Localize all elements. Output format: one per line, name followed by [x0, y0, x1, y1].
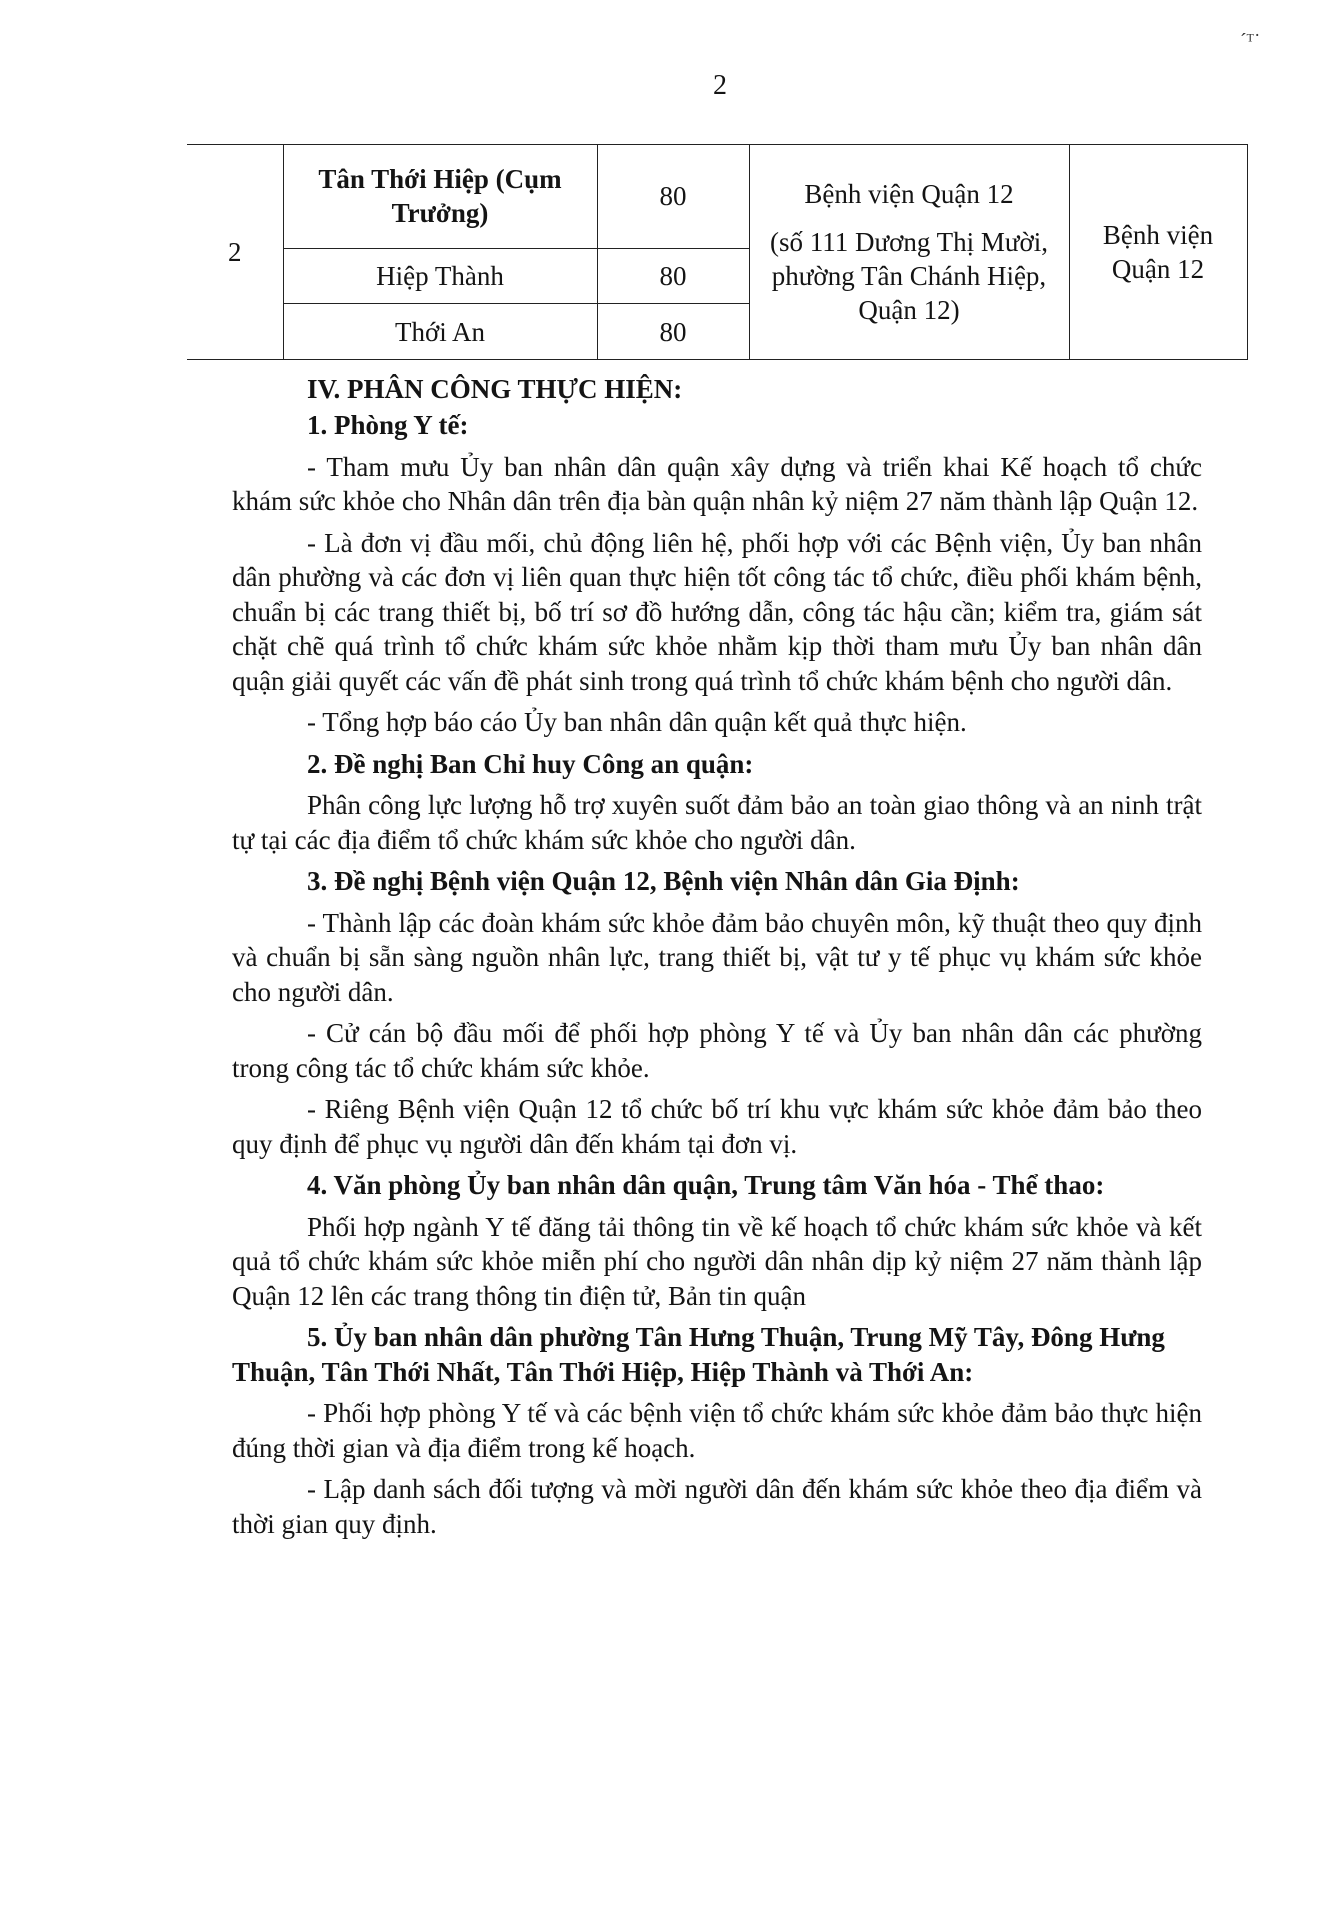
item-title: 2. Đề nghị Ban Chỉ huy Công an quận: — [307, 748, 754, 779]
table-cell-ward: Tân Thới Hiệp (Cụm Trưởng) — [283, 145, 597, 249]
table-cell-ward: Thới An — [283, 304, 597, 360]
table-cell-count: 80 — [597, 304, 749, 360]
paragraph: - Lập danh sách đối tượng và mời người dân đến khám sức khỏe theo địa điểm và thời gian quy định. — [232, 1474, 1202, 1539]
location-address: (số 111 Dương Thị Mười, phường Tân Chánh Hiệp, Quận 12) — [769, 227, 1049, 325]
table-cell-stt: 2 — [187, 145, 283, 360]
table-cell-count: 80 — [597, 145, 749, 249]
document-body — [232, 370, 1202, 1541]
table-cell-unit: Bệnh viện Quận 12 — [1069, 145, 1247, 360]
paragraph: - Tham mưu Ủy ban nhân dân quận xây dựng và triển khai Kế hoạch tổ chức khám sức khỏe cho Nhân dân trên địa bàn quận nhân kỷ niệm 27 năm thành lập Quận 12. — [232, 451, 1202, 516]
exam-schedule-table — [187, 144, 1248, 360]
item-title: 4. Văn phòng Ủy ban nhân dân quận, Trung tâm Văn hóa - Thể thao: — [307, 1170, 1105, 1200]
paragraph: - Phối hợp phòng Y tế và các bệnh viện tổ chức khám sức khỏe đảm bảo thực hiện đúng thời gian và địa điểm trong kế hoạch. — [232, 1398, 1202, 1463]
paragraph: - Tổng hợp báo cáo Ủy ban nhân dân quận kết quả thực hiện. — [307, 707, 967, 737]
item-title: 3. Đề nghị Bệnh viện Quận 12, Bệnh viện Nhân dân Gia Định: — [307, 866, 1020, 896]
scan-corner-mark: ´ᵀ˙ — [1240, 30, 1261, 52]
table-row — [187, 145, 1247, 249]
location-name: Bệnh viện Quận 12 — [804, 179, 1014, 209]
table-cell-ward: Hiệp Thành — [283, 248, 597, 304]
paragraph: - Là đơn vị đầu mối, chủ động liên hệ, phối hợp với các Bệnh viện, Ủy ban nhân dân phường và các đơn vị liên quan thực hiện tốt công tác tổ chức, điều phối khám bệnh, chuẩn bị các trang thiết bị, bố trí sơ đồ hướng dẫn, công tác hậu cần; kiểm tra, giám sát chặt chẽ quá trình tổ chức khám sức khỏe nhằm kịp thời tham mưu Ủy ban nhân dân quận giải quyết các vấn đề phát sinh trong quá trình tổ chức khám bệnh cho người dân. — [232, 527, 1202, 696]
item-title: 1. Phòng Y tế: — [307, 410, 469, 440]
section-heading: IV. PHÂN CÔNG THỰC HIỆN: — [307, 374, 683, 404]
paragraph: - Riêng Bệnh viện Quận 12 tổ chức bố trí khu vực khám sức khỏe đảm bảo theo quy định để phục vụ người dân đến khám tại đơn vị. — [232, 1094, 1202, 1159]
item-title: 5. Ủy ban nhân dân phường Tân Hưng Thuận, Trung Mỹ Tây, Đông Hưng Thuận, Tân Thới Nhất, Tân Thới Hiệp, Hiệp Thành và Thới An: — [232, 1322, 1165, 1387]
page-number: 2 — [713, 70, 727, 101]
paragraph: - Thành lập các đoàn khám sức khỏe đảm bảo chuyên môn, kỹ thuật theo quy định và chuẩn bị sẵn sàng nguồn nhân lực, trang thiết bị, vật tư y tế phục vụ khám sức khỏe cho người dân. — [232, 907, 1202, 1007]
paragraph: Phân công lực lượng hỗ trợ xuyên suốt đảm bảo an toàn giao thông và an ninh trật tự tại các địa điểm tổ chức khám sức khỏe cho người dân. — [232, 790, 1202, 855]
table-cell-count: 80 — [597, 248, 749, 304]
table-cell-location — [749, 145, 1069, 360]
paragraph: Phối hợp ngành Y tế đăng tải thông tin về kế hoạch tổ chức khám sức khỏe và kết quả tổ chức khám sức khỏe miễn phí cho người dân nhân dịp kỷ niệm 27 năm thành lập Quận 12 lên các trang thông tin điện tử, Bản tin quận — [232, 1211, 1202, 1311]
paragraph: - Cử cán bộ đầu mối để phối hợp phòng Y tế và Ủy ban nhân dân các phường trong công tác tổ chức khám sức khỏe. — [232, 1018, 1202, 1083]
